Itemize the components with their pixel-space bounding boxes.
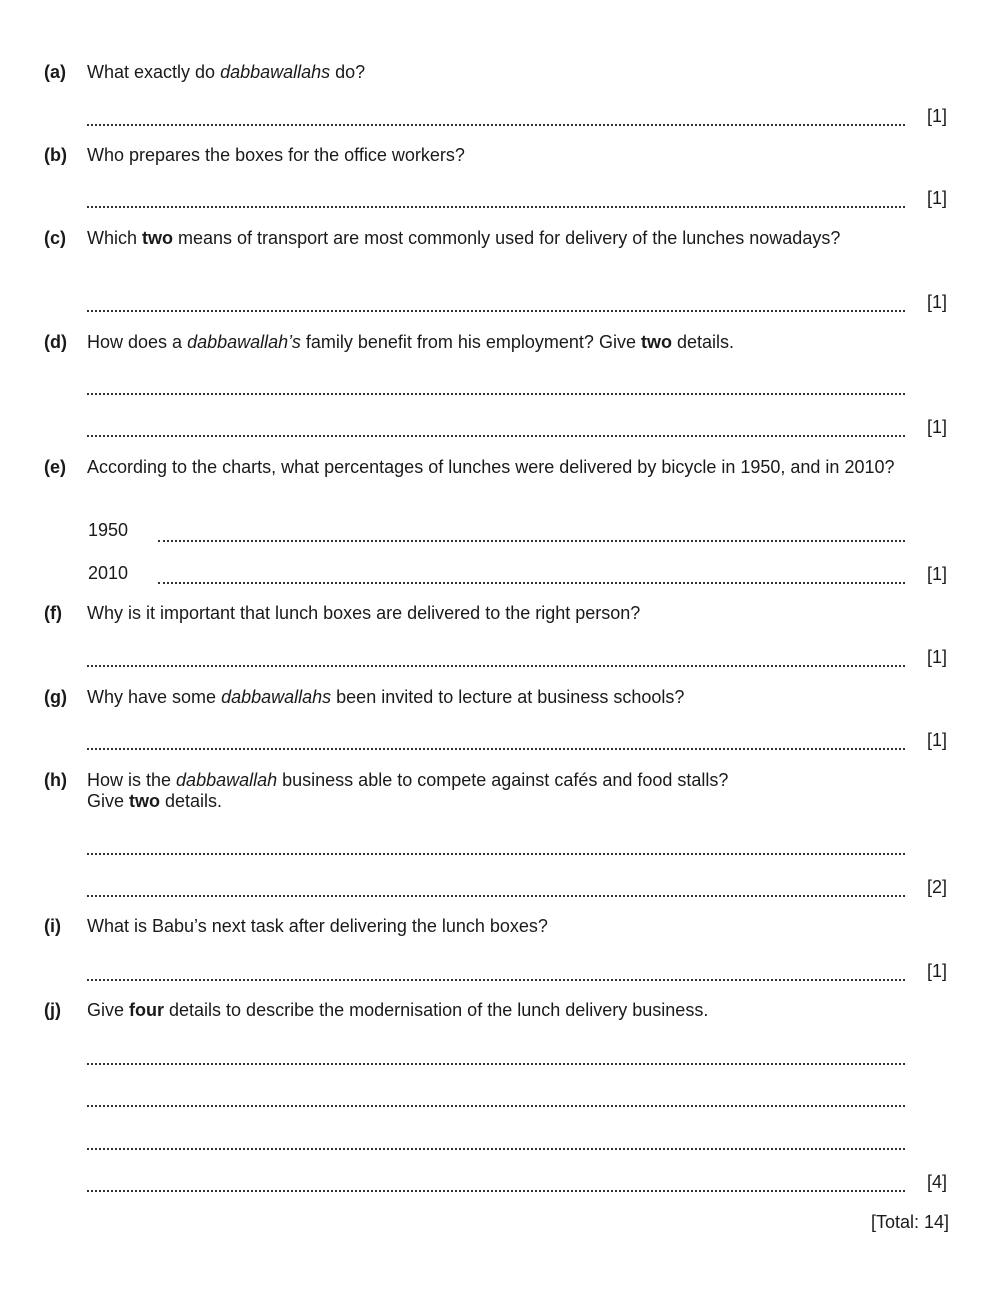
answer-line-h2[interactable] <box>87 895 905 897</box>
marks-c: [1] <box>927 292 948 312</box>
question-c-label: (c) <box>44 228 66 248</box>
year-label-2010: 2010 <box>88 563 129 583</box>
answer-line-h1[interactable] <box>87 853 905 855</box>
question-c-text-part: Which <box>87 228 143 248</box>
question-j-text <box>87 1000 949 1021</box>
question-h-text-part: Give <box>87 791 130 811</box>
answer-line-j3[interactable] <box>87 1148 905 1150</box>
marks-h: [2] <box>927 877 948 897</box>
marks-f: [1] <box>927 647 948 667</box>
question-b-text: Who prepares the boxes for the office workers? <box>87 145 465 165</box>
answer-line-j2[interactable] <box>87 1105 905 1107</box>
question-d-label: (d) <box>44 332 67 352</box>
answer-line-c[interactable] <box>87 310 905 312</box>
year-label-1950: 1950 <box>88 520 129 540</box>
question-d-emphasis: dabbawallah’s <box>187 332 301 352</box>
question-h-text-part: details. <box>160 791 223 811</box>
question-c-text <box>87 228 949 249</box>
question-d-text-part: family benefit from his employment? Give <box>300 332 641 352</box>
answer-line-e-1950[interactable] <box>158 540 905 542</box>
question-i-label: (i) <box>44 916 61 936</box>
question-j-text-part: details to describe the modernisation of the lunch delivery business. <box>164 1000 709 1020</box>
total-marks: [Total: 14] <box>870 1212 949 1232</box>
answer-line-d2[interactable] <box>87 435 905 437</box>
question-h-emphasis-bold: two <box>129 791 161 811</box>
question-d-emphasis-bold: two <box>640 332 672 352</box>
question-e-label: (e) <box>44 457 66 477</box>
question-j-emphasis: four <box>129 1000 165 1020</box>
question-d-text <box>87 332 949 353</box>
question-h-label: (h) <box>44 770 67 790</box>
question-h-text <box>87 770 949 812</box>
question-d-text-part: How does a <box>87 332 188 352</box>
question-d-text-part: details. <box>671 332 735 352</box>
question-c-emphasis: two <box>142 228 174 248</box>
question-j-label: (j) <box>44 1000 61 1020</box>
answer-line-a[interactable] <box>87 124 905 126</box>
marks-g: [1] <box>927 730 948 750</box>
question-g-label: (g) <box>44 687 67 707</box>
answer-line-f[interactable] <box>87 665 905 667</box>
marks-d: [1] <box>927 417 948 437</box>
question-a-text-part: What exactly do <box>87 62 221 82</box>
question-g-emphasis: dabbawallahs <box>221 687 332 707</box>
question-i-text: What is Babu’s next task after delivering the lunch boxes? <box>87 916 548 936</box>
question-a-text-part: do? <box>330 62 366 82</box>
marks-b: [1] <box>927 188 948 208</box>
question-h-text-part: business able to compete against cafés and food stalls? <box>277 770 729 790</box>
answer-line-d1[interactable] <box>87 393 905 395</box>
answer-line-i[interactable] <box>87 979 905 981</box>
question-h-emphasis: dabbawallah <box>176 770 278 790</box>
question-c-text-part: means of transport are most commonly used for delivery of the lunches nowadays? <box>173 228 841 248</box>
marks-e: [1] <box>927 564 948 584</box>
question-a-label: (a) <box>44 62 66 82</box>
answer-line-g[interactable] <box>87 748 905 750</box>
answer-line-e-2010[interactable] <box>158 582 905 584</box>
answer-line-j1[interactable] <box>87 1063 905 1065</box>
answer-line-j4[interactable] <box>87 1190 905 1192</box>
marks-i: [1] <box>927 961 948 981</box>
question-f-text: Why is it important that lunch boxes are delivered to the right person? <box>87 603 641 623</box>
question-j-text-part: Give <box>87 1000 130 1020</box>
marks-a: [1] <box>927 106 948 126</box>
question-g-text-part: Why have some <box>87 687 222 707</box>
question-a-text <box>87 62 949 83</box>
question-f-label: (f) <box>44 603 62 623</box>
question-b-label: (b) <box>44 145 67 165</box>
question-g-text <box>87 687 949 708</box>
question-g-text-part: been invited to lecture at business schools? <box>331 687 685 707</box>
question-e-text: According to the charts, what percentages of lunches were delivered by bicycle in 1950, and in 2010? <box>87 457 895 477</box>
question-a-emphasis: dabbawallahs <box>220 62 331 82</box>
marks-j: [4] <box>927 1172 948 1192</box>
question-h-text-part: How is the <box>87 770 177 790</box>
answer-line-b[interactable] <box>87 206 905 208</box>
